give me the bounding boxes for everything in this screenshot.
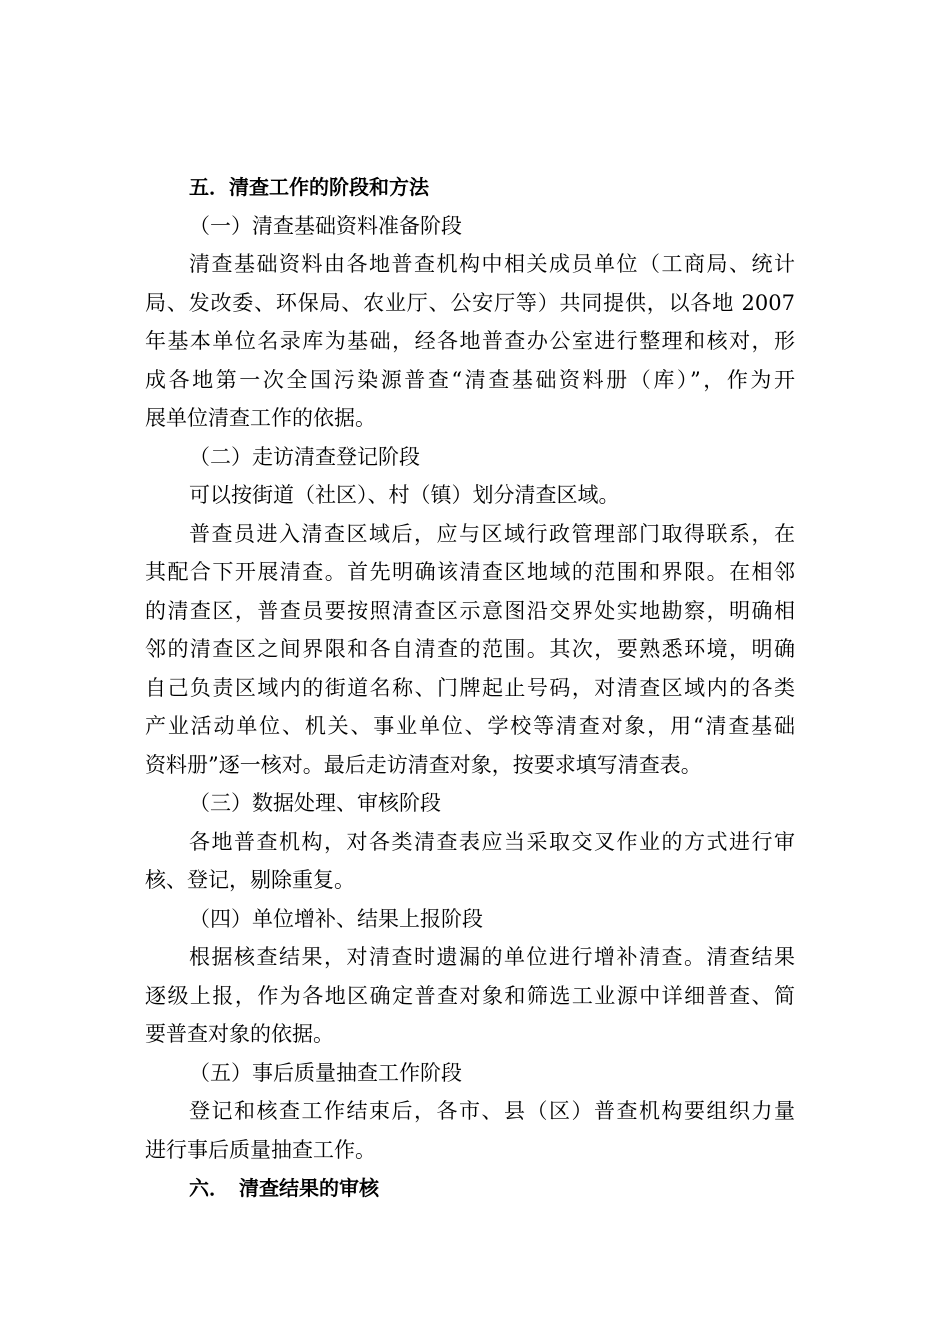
paragraph-line: 资料册”逐一核对。最后走访清查对象，按要求填写清查表。: [145, 752, 702, 777]
section-heading-6: 六． 清查结果的审核: [189, 1176, 379, 1200]
subheading-stage-4: （四）单位增补、结果上报阶段: [189, 906, 483, 931]
paragraph-line: 局、发改委、环保局、农业厅、公安厅等）共同提供，以各地 2007: [145, 290, 795, 315]
paragraph-line: 邻的清查区之间界限和各自清查的范围。其次，要熟悉环境，明确: [145, 637, 795, 661]
paragraph-line: 可以按街道（社区）、村（镇）划分清查区域。: [189, 483, 620, 507]
paragraph-line: 清查基础资料由各地普查机构中相关成员单位（工商局、统计: [189, 252, 795, 276]
paragraph-line: 登记和核查工作结束后，各市、县（区）普查机构要组织力量: [189, 1099, 795, 1123]
paragraph-line: 产业活动单位、机关、事业单位、学校等清查对象，用“清查基础: [145, 714, 795, 738]
subheading-stage-5: （五）事后质量抽查工作阶段: [189, 1060, 462, 1085]
paragraph-line: 根据核查结果，对清查时遗漏的单位进行增补清查。清查结果: [189, 945, 795, 969]
subheading-stage-3: （三）数据处理、审核阶段: [189, 791, 441, 815]
section-heading-5: 五．清查工作的阶段和方法: [189, 175, 429, 199]
subheading-stage-1: （一）清查基础资料准备阶段: [189, 213, 462, 238]
paragraph-line: 成各地第一次全国污染源普查“清查基础资料册（库）”，作为开: [145, 367, 795, 392]
paragraph-line: 各地普查机构，对各类清查表应当采取交叉作业的方式进行审: [189, 829, 795, 854]
document-page: [145, 168, 795, 1208]
paragraph-line: 要普查对象的依据。: [145, 1022, 334, 1046]
paragraph-line: 逐级上报，作为各地区确定普查对象和筛选工业源中详细普查、简: [145, 983, 795, 1008]
paragraph-line: 自己负责区域内的街道名称、门牌起止号码，对清查区域内的各类: [145, 675, 795, 700]
paragraph-line: 的清查区，普查员要按照清查区示意图沿交界处实地勘察，明确相: [145, 598, 795, 623]
paragraph-line: 其配合下开展清查。首先明确该清查区地域的范围和界限。在相邻: [145, 560, 795, 584]
paragraph-line: 年基本单位名录库为基础，经各地普查办公室进行整理和核对，形: [145, 329, 795, 353]
subheading-stage-2: （二）走访清查登记阶段: [189, 444, 420, 469]
paragraph-line: 展单位清查工作的依据。: [145, 406, 376, 430]
paragraph-line: 进行事后质量抽查工作。: [145, 1137, 376, 1162]
paragraph-line: 核、登记，剔除重复。: [145, 868, 355, 892]
paragraph-line: 普查员进入清查区域后，应与区域行政管理部门取得联系，在: [189, 521, 795, 546]
